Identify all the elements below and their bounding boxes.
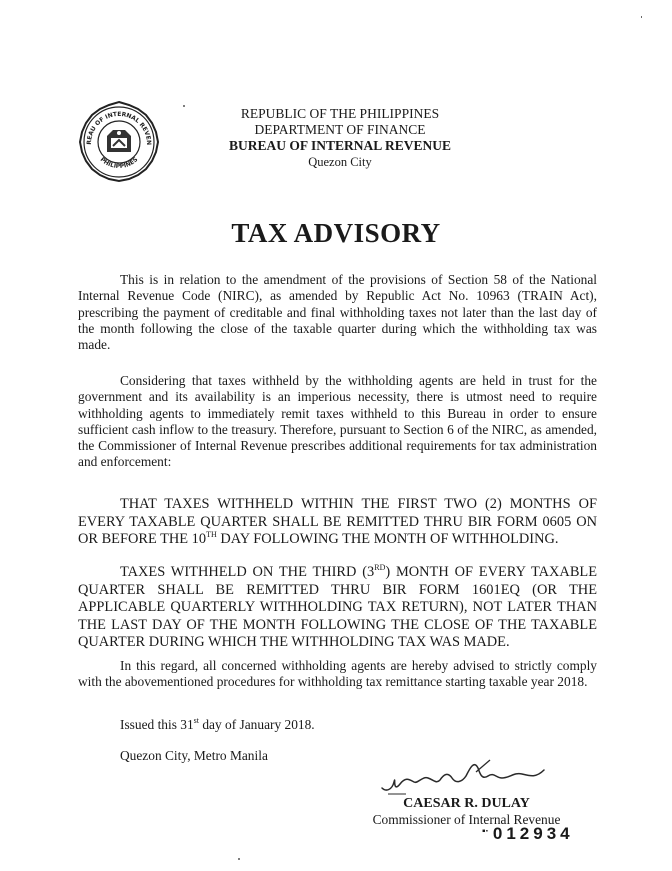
- header-city: Quezon City: [308, 155, 372, 169]
- bir-seal-icon: [77, 100, 161, 184]
- paragraph-1: [78, 272, 597, 353]
- paragraph-4: [78, 564, 597, 652]
- signatory-block: [364, 768, 569, 828]
- paragraph-2-text: Considering that taxes withheld by the withholding agents are held in trust for the government and its availability is an imperious necessity, there is utmost need to require withholding agents to immediately remit taxes withheld to this Bureau in order to ensure sufficient cash inflow to the treasury. Therefore, pursuant to Section 6 of the NIRC, as amended, the Commissioner of Internal Revenue prescribes additional requirements for tax administration and enforcement:: [78, 373, 597, 470]
- seal-text-bottom: PHILIPPINES: [98, 156, 140, 171]
- paragraph-2: [78, 373, 597, 471]
- header-bureau: BUREAU OF INTERNAL REVENUE: [229, 138, 451, 153]
- serial-number-value: 012934: [492, 824, 574, 843]
- signatory-title: Commissioner of Internal Revenue: [372, 812, 561, 827]
- paragraph-5: [78, 658, 597, 691]
- paragraph-3-text: [78, 496, 597, 549]
- svg-text:PHILIPPINES: [99, 156, 140, 170]
- paragraph-4-text: [78, 564, 597, 652]
- paragraph-5-text: In this regard, all concerned withholding agents are hereby advised to strictly comply with the abovementioned procedures for withholding tax remittance starting taxable year 2018.: [78, 658, 597, 690]
- paragraph-3-part-2: DAY FOLLOWING THE MONTH OF WITHHOLDING.: [216, 531, 559, 548]
- paragraph-3: [78, 496, 597, 549]
- issued-date-sup: st: [193, 716, 199, 725]
- signatory-name: CAESAR R. DULAY: [403, 796, 530, 811]
- letterhead: [200, 106, 480, 170]
- header-republic: REPUBLIC OF THE PHILIPPINES: [240, 106, 440, 121]
- bir-seal: [77, 100, 161, 184]
- issue-place: Quezon City, Metro Manila: [120, 748, 268, 763]
- serial-number: ▪· 012934: [482, 824, 574, 843]
- scan-speck: [183, 105, 185, 107]
- paragraph-4-sup: RD: [374, 563, 386, 572]
- paragraph-4-part-2: ) MONTH OF EVERY TAXABLE QUARTER SHALL BE REMITTED THRU BIR FORM 1601EQ (OR THE APPLICABLE QUARTERLY WITHHOLDING TAX RETURN), NOT LATER THAN THE LAST DAY OF THE MONTH FOLLOWING THE CLOSE OF THE TAXABLE QUARTER DURING WHICH THE WITHHOLDING TAX WAS MADE.: [78, 564, 598, 651]
- issued-date: [120, 717, 315, 733]
- seal-text-top: REAU OF INTERNAL REVEN: [85, 110, 153, 146]
- scan-speck: [641, 16, 642, 18]
- header-department: DEPARTMENT OF FINANCE: [254, 122, 426, 137]
- paragraph-4-part-1: TAXES WITHHELD ON THE THIRD (3: [120, 564, 375, 580]
- paragraph-3-sup: TH: [206, 530, 217, 540]
- issued-date-part-2: day of January 2018.: [199, 717, 315, 732]
- scan-speck: [238, 858, 240, 860]
- paragraph-1-text: This is in relation to the amendment of the provisions of Section 58 of the National Internal Revenue Code (NIRC), as amended by Republic Act No. 10963 (TRAIN Act), prescribing the payment of creditable and final withholding taxes not later than the last day of the month following the close of the taxable quarter during which the withholding tax was made.: [78, 272, 597, 353]
- page-title: TAX ADVISORY: [231, 218, 441, 248]
- issued-date-part-1: Issued this 31: [120, 717, 194, 732]
- paragraph-3-part-1: THAT TAXES WITHHELD WITHIN THE FIRST TWO (2) MONTHS OF EVERY TAXABLE QUARTER SHALL BE REMITTED THRU BIR FORM 0605 ON OR BEFORE THE 10: [78, 496, 597, 548]
